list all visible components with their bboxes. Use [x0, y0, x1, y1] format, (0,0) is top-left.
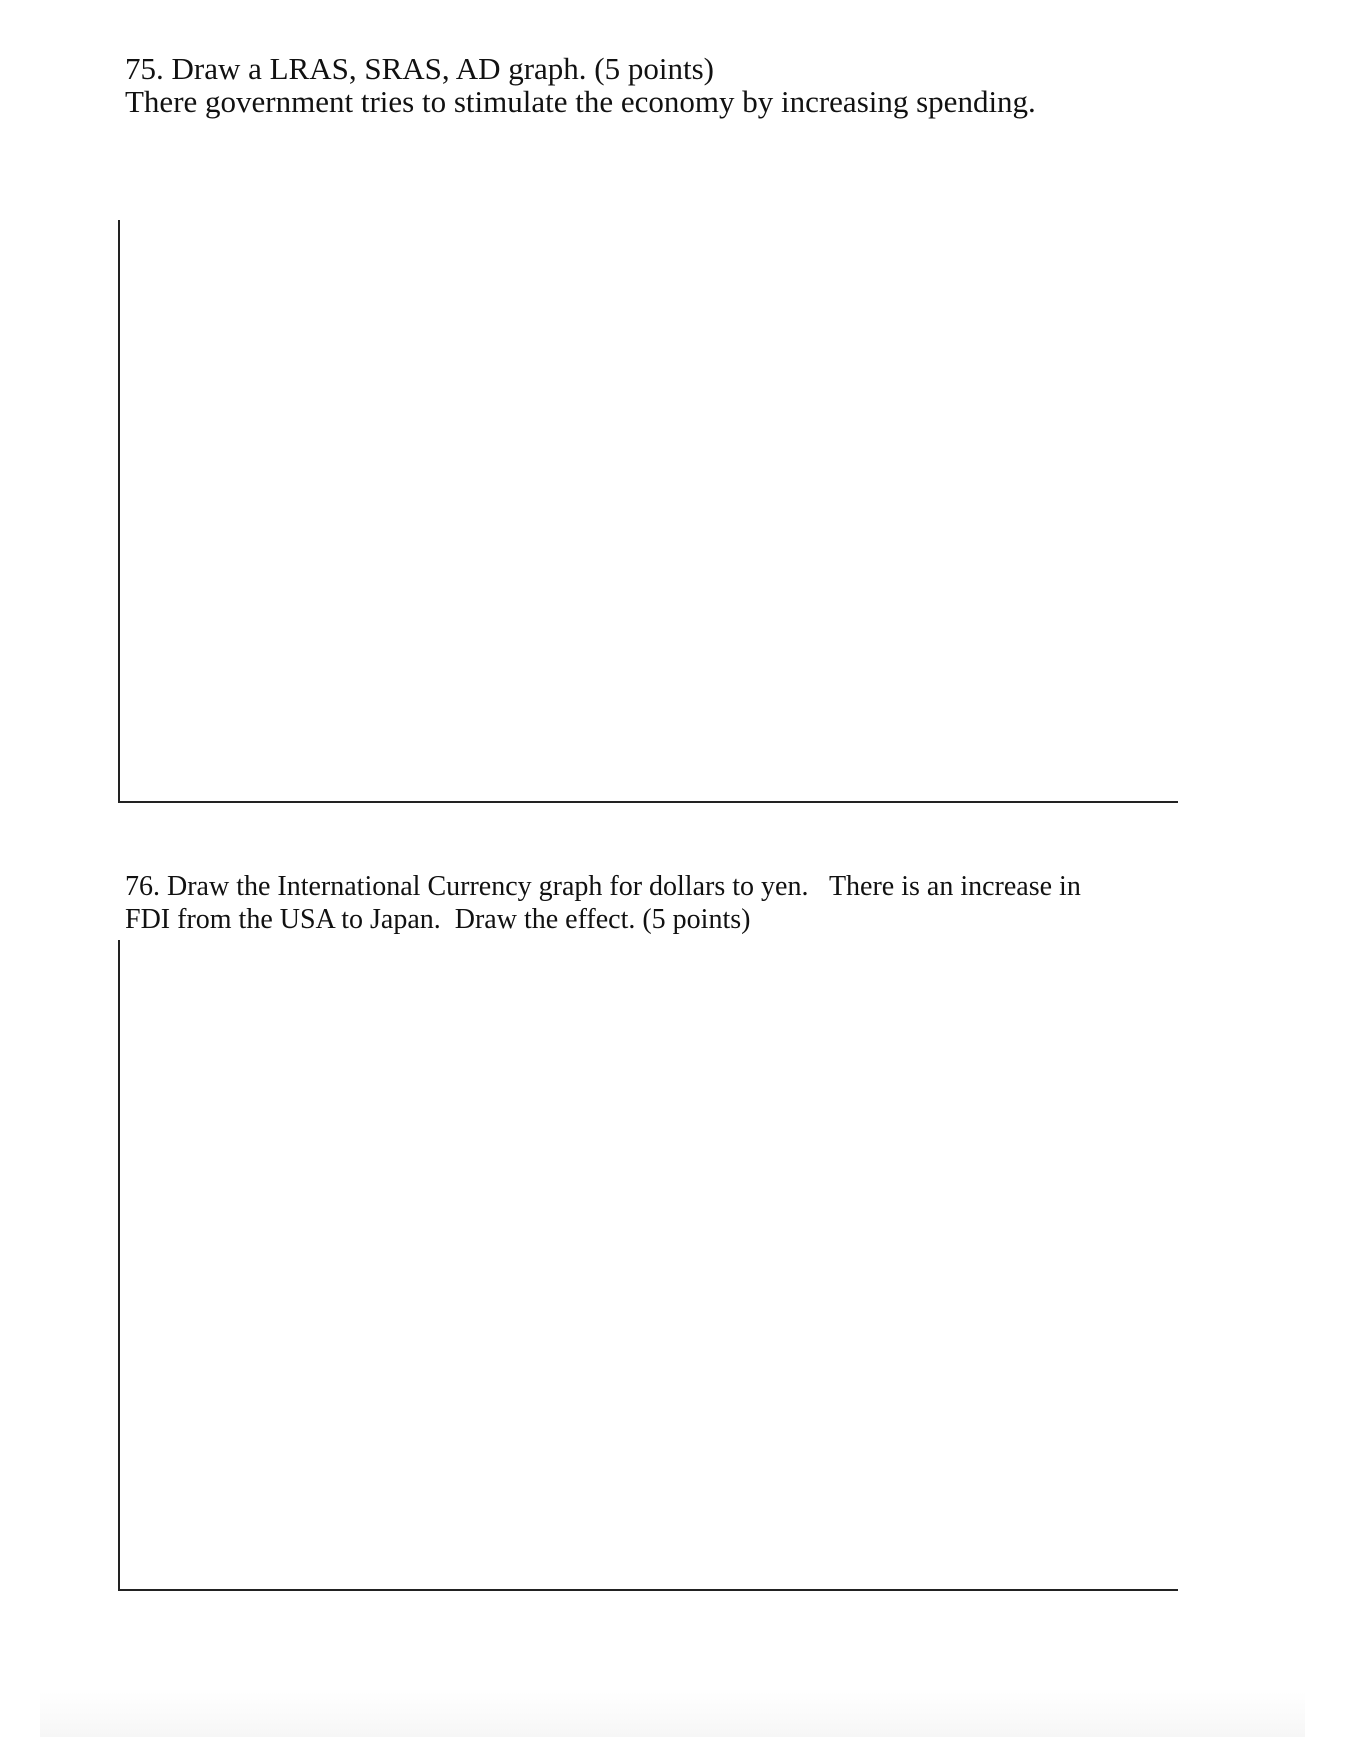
- question-75-heading: 75. Draw a LRAS, SRAS, AD graph. (5 points): [125, 51, 714, 86]
- question-75: [125, 52, 1036, 118]
- graph-76-vertical-axis: [118, 940, 120, 1590]
- question-76-prompt: FDI from the USA to Japan. Draw the effect. (5 points): [125, 904, 751, 935]
- graph-75-vertical-axis: [118, 220, 120, 802]
- page-bottom-edge: [40, 1692, 1305, 1737]
- graph-76-horizontal-axis: [118, 1589, 1178, 1591]
- question-75-prompt: There government tries to stimulate the economy by increasing spending.: [125, 84, 1036, 119]
- graph-75-horizontal-axis: [118, 801, 1178, 803]
- question-76-heading: 76. Draw the International Currency graph for dollars to yen. There is an increase in: [125, 871, 1081, 902]
- question-76: [125, 870, 1081, 936]
